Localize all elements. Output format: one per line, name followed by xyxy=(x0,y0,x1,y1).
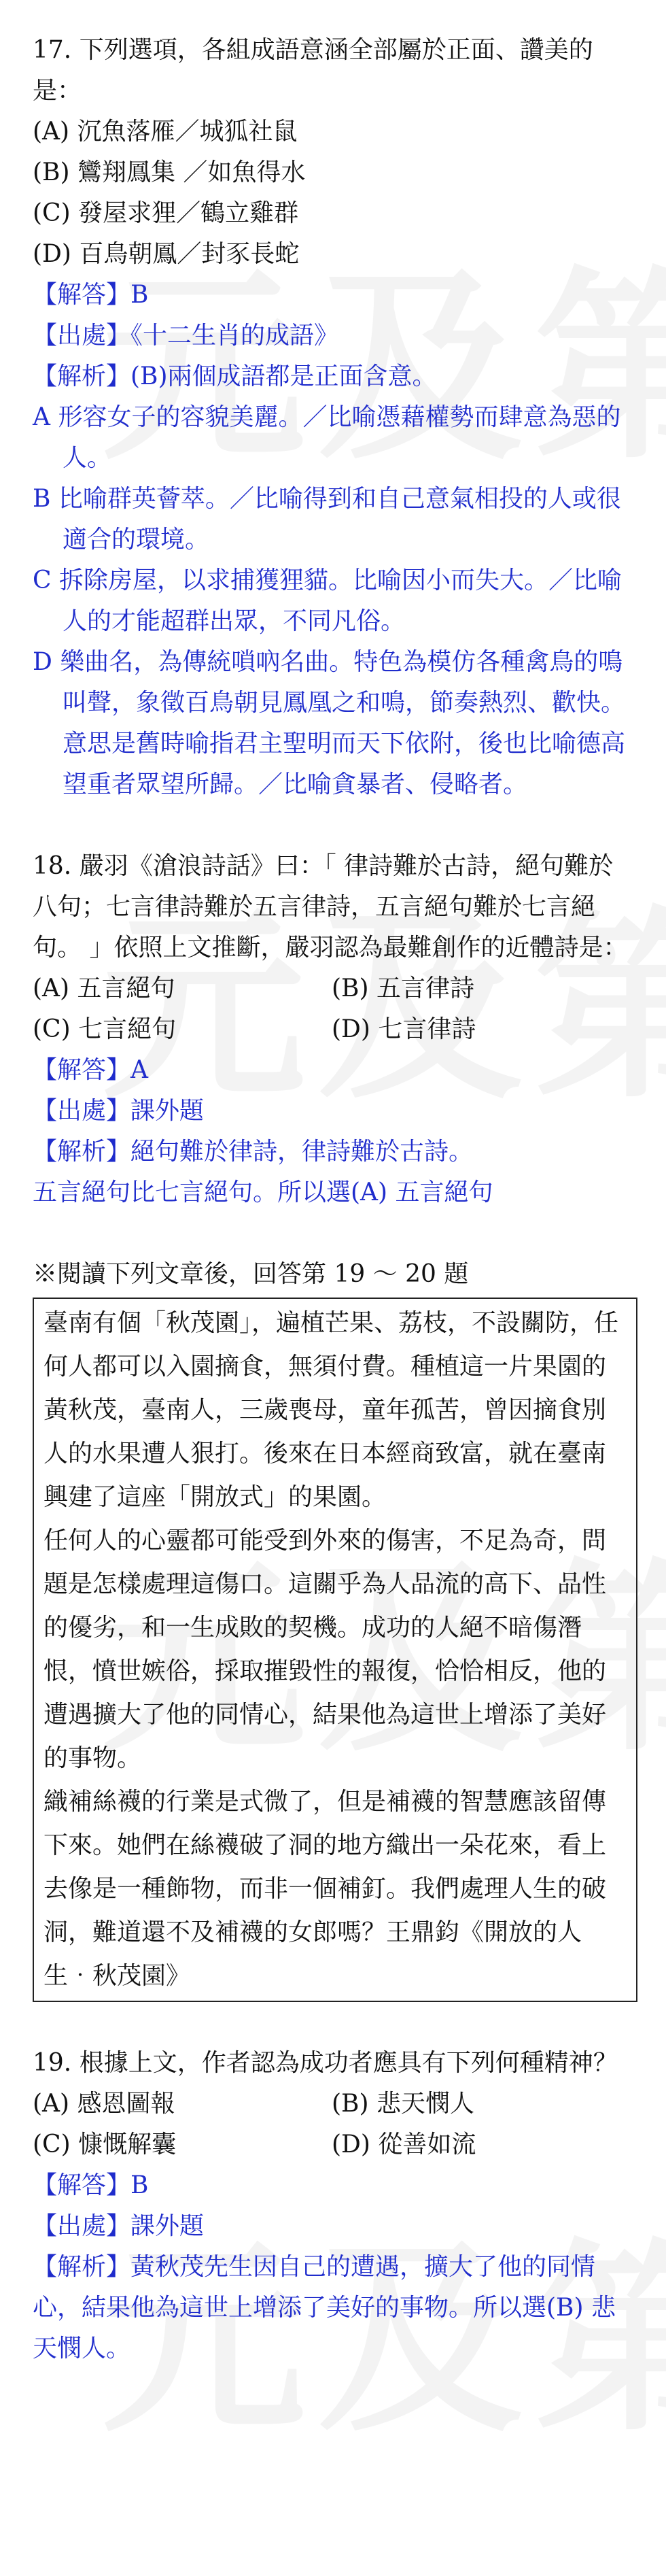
answer-line: 【解答】B xyxy=(33,2171,149,2199)
question-stem: 17. 下列選項，各組成語意涵全部屬於正面、讚美的是： xyxy=(33,36,593,105)
option: (D) 百鳥朝鳳／封豕長蛇 xyxy=(33,240,300,268)
options-row xyxy=(33,968,637,1009)
option: (D) 從善如流 xyxy=(332,2131,476,2158)
reading-passage-section xyxy=(33,1254,637,2002)
answer-line: 【解答】B xyxy=(33,281,149,309)
option: (C) 慷慨解囊 xyxy=(33,2131,177,2158)
source-line: 【出處】課外題 xyxy=(33,1097,205,1125)
analysis-line: 【解析】絕句難於律詩，律詩難於古詩。 xyxy=(33,1138,474,1166)
option: (A) 感恩圖報 xyxy=(33,2090,175,2118)
analysis-line: 【解析】(B)兩個成語都是正面含意。 xyxy=(33,362,437,390)
source-line: 【出處】課外題 xyxy=(33,2212,205,2240)
option: (A) 沉魚落雁／城狐社鼠 xyxy=(33,118,298,146)
question-stem: 19. 根據上文，作者認為成功者應具有下列何種精神？ xyxy=(33,2049,618,2077)
question-stem: 18. 嚴羽《滄浪詩話》曰：「 律詩難於古詩，絕句難於八句；七言律詩難於五言律詩，五言絕句難於七言絕句。 」依照上文推斷，嚴羽認為最難創作的近體詩是： xyxy=(33,852,628,962)
analysis-line: 【解析】黃秋茂先生因自己的遭遇，擴大了他的同情心，結果他為這世上增添了美好的事物。所以選(B) 悲天憫人。 xyxy=(33,2253,616,2362)
reading-intro: ※閱讀下列文章後，回答第 19 ～ 20 題 xyxy=(33,1260,469,1288)
explanation: A 形容女子的容貌美麗。／比喻憑藉權勢而肆意為惡的人。 xyxy=(33,403,621,472)
option: (B) 鸞翔鳳集 ／如魚得水 xyxy=(33,158,306,186)
options-row xyxy=(33,2084,637,2124)
conclusion-line: 五言絕句比七言絕句。所以選(A) 五言絕句 xyxy=(33,1179,493,1206)
options-row xyxy=(33,1009,637,1050)
option: (A) 五言絕句 xyxy=(33,975,175,1002)
document-body xyxy=(33,30,637,2369)
option: (B) 五言律詩 xyxy=(332,975,474,1002)
explanation: D 樂曲名，為傳統嗩吶名曲。特色為模仿各種禽鳥的鳴叫聲，象徵百鳥朝見鳳凰之和鳴，節奏熱烈、歡快。意思是舊時喻指君主聖明而天下依附，後也比喻德高望重者眾望所歸。／比喻貪暴者、侵略者。 xyxy=(33,648,626,798)
option: (D) 七言律詩 xyxy=(332,1015,476,1043)
option: (C) 發屋求狸／鶴立雞群 xyxy=(33,199,299,227)
question-17 xyxy=(33,30,637,805)
options-row xyxy=(33,2124,637,2165)
passage-paragraph: 臺南有個「秋茂園」，遍植芒果、荔枝，不設關防，任何人都可以入園摘食，無須付費。種植這一片果園的黃秋茂，臺南人，三歲喪母，童年孤苦，曾因摘食別人的水果遭人狠打。後來在日本經商致富，就在臺南興建了這座「開放式」的果園。 xyxy=(43,1309,619,1511)
explanation: C 拆除房屋，以求捕獲狸貓。比喻因小而失大。／比喻人的才能超群出眾，不同凡俗。 xyxy=(33,566,622,635)
question-18 xyxy=(33,846,637,1213)
option: (B) 悲天憫人 xyxy=(332,2090,474,2118)
passage-box xyxy=(33,1298,637,2002)
passage-paragraph: 任何人的心靈都可能受到外來的傷害，不足為奇，問題是怎樣處理這傷口。這關乎為人品流的高下、品性的優劣，和一生成敗的契機。成功的人絕不暗傷潛恨，憤世嫉俗，採取摧毀性的報復，恰恰相反，他的遭遇擴大了他的同情心，結果他為這世上增添了美好的事物。 xyxy=(43,1527,607,1772)
source-line: 【出處】《十二生肖的成語》 xyxy=(33,322,339,350)
answer-line: 【解答】A xyxy=(33,1056,148,1084)
option: (C) 七言絕句 xyxy=(33,1015,177,1043)
explanation: B 比喻群英薈萃。／比喻得到和自己意氣相投的人或很適合的環境。 xyxy=(33,485,621,554)
question-19 xyxy=(33,2043,637,2369)
passage-paragraph: 織補絲襪的行業是式微了，但是補襪的智慧應該留傳下來。她們在絲襪破了洞的地方織出一朵花來，看上去像是一種飾物，而非一個補釘。我們處理人生的破洞，難道還不及補襪的女郎嗎？王鼎鈞《開放的人生‧秋茂園》 xyxy=(43,1788,607,1990)
